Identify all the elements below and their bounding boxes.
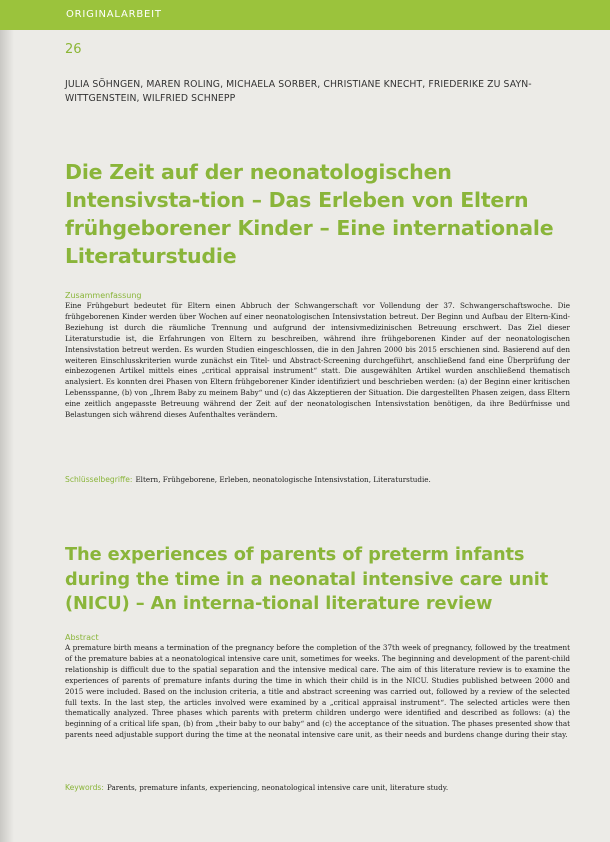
keywords-german-text: Eltern, Frühgeborene, Erleben, neonatologische Intensivstation, Literaturstudie.: [135, 475, 431, 484]
keywords-german: [65, 474, 570, 485]
abstract-german-body: Eine Frühgeburt bedeutet für Eltern einen Abbruch der Schwangerschaft vor Vollendung der 37. Schwangerschaftswoche. Die frühgeborenen Kinder werden über Wochen auf einer neonatologischen Intensivstation betreut. Der Beginn und Aufbau der Eltern-Kind-Beziehung ist durch die räumliche Trennung und aufgrund der intensivmedizinischen Betreuung erschwert. Das Ziel dieser Literaturstudie ist, die Erfahrungen von Eltern zu beschreiben, während ihre frühgeborenen Kinder auf der neonatologischen Intensivstation betreut werden. Es wurden Studien eingeschlossen, die in den Jahren 2000 bis 2015 erschienen sind. Basierend auf den weiteren Einschlusskriterien wurde zunächst ein Titel- und Abstract-Screening durchgeführt, anschließend fand eine Überprüfung der einbezogenen Artikel mittels eines „critical appraisal instrument“ statt. Die ausgewählten Artikel wurden anschließend thematisch analysiert. Es konnten drei Phasen von Eltern frühgeborener Kinder identifiziert und beschrieben werden: (a) der Beginn einer kritischen Lebensspanne, (b) von „Ihrem Baby zu meinem Baby“ und (c) das Akzeptieren der Situation. Die dargestellten Phasen zeigen, dass Eltern eine zeitlich angepasste Betreuung während der Zeit auf der neonatologischen Intensivstation benötigen, da ihre Bedürfnisse und Belastungen sich während dieses Aufenthaltes verändern.: [65, 301, 570, 420]
abstract-english-body: A premature birth means a termination of the pregnancy before the completion of the 37th week of pregnancy, followed by the treatment of the premature babies at a neonatological intensive care unit, sometimes for weeks. The beginning and development of the parent-child relationship is difficult due to the spatial separation and the intensive medical care. The aim of this literature review is to examine the experiences of parents of premature infants during the time in which their child is in the NICU. Studies published between 2000 and 2015 were included. Based on the inclusion criteria, a title and abstract screening was carried out, followed by a review of the selected full texts. In the last step, the articles involved were examined by a „critical appraisal instrument“. The selected articles were then thematically analyzed. Three phases which parents with preterm children undergo were identified and described as follows: (a) the beginning of a critical life span, (b) from „their baby to our baby“ and (c) the acceptance of the situation. The phases presented show that parents need adjustable support during the time at the neonatal intensive care unit, as their needs and burdens change during their stay.: [65, 643, 570, 740]
keywords-english-text: Parents, premature infants, experiencing, neonatological intensive care unit, literature study.: [106, 783, 449, 792]
keywords-german-label: Schlüsselbegriffe:: [65, 475, 133, 484]
article-title-german: Die Zeit auf der neonatologischen Intensivsta-tion – Das Erleben von Eltern frühgeborener Kinder – Eine internationale Literaturstudie: [65, 160, 554, 268]
keywords-english: [65, 782, 570, 793]
abstract-german-heading: Zusammenfassung: [65, 291, 142, 300]
abstract-english: [65, 633, 570, 741]
author-list: JULIA SÖHNGEN, MAREN ROLING, MICHAELA SORBER, CHRISTIANE KNECHT, FRIEDERIKE ZU SAYN-WITTGENSTEIN, WILFRIED SCHNEPP: [65, 79, 532, 104]
section-label: ORIGINALARBEIT: [66, 9, 162, 20]
page-edge-shadow: [0, 0, 14, 842]
abstract-english-heading: Abstract: [65, 633, 99, 642]
page-number: 26: [65, 42, 82, 57]
abstract-german: [65, 291, 570, 421]
keywords-english-label: Keywords:: [65, 783, 104, 792]
article-title-english: The experiences of parents of preterm infants during the time in a neonatal intensive care unit (NICU) – An interna-tional literature review: [65, 544, 549, 614]
section-header-band: [0, 0, 610, 30]
